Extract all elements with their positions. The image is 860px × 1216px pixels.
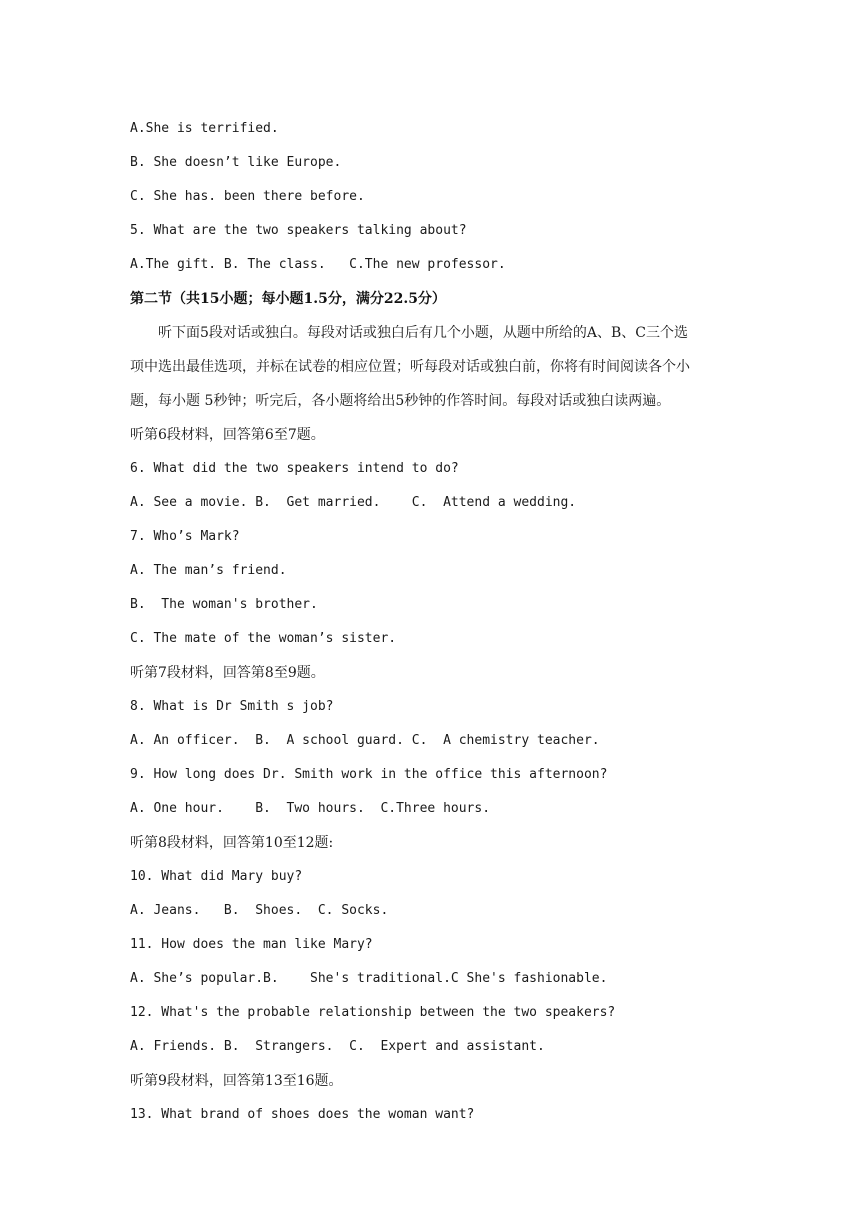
question: 7. Who’s Mark? [130, 529, 240, 544]
question: 8. What is Dr Smith s job? [130, 699, 334, 714]
question: 13. What brand of shoes does the woman want? [130, 1107, 475, 1122]
answer-options: A.The gift. B. The class. C.The new professor. [130, 257, 506, 272]
question: 11. How does the man like Mary? [130, 937, 373, 952]
answer-options: A. An officer. B. A school guard. C. A chemistry teacher. [130, 733, 600, 748]
question: 12. What's the probable relationship between the two speakers? [130, 1005, 616, 1020]
material-label: 听第9段材料，回答第13至16题。 [130, 1073, 343, 1089]
material-label: 听第6段材料，回答第6至7题。 [130, 427, 325, 443]
question: 5. What are the two speakers talking about? [130, 223, 467, 238]
answer-options: A. One hour. B. Two hours. C.Three hours. [130, 801, 491, 816]
answer-option: C. She has. been there before. [130, 189, 365, 204]
answer-option: A.She is terrified. [130, 121, 279, 136]
material-label: 听第8段材料，回答第10至12题: [130, 835, 334, 851]
section-heading: 第二节（共15小题；每小题1.5分，满分22.5分） [130, 291, 446, 307]
exam-content [130, 112, 740, 1132]
section-instructions: 项中选出最佳选项，并标在试卷的相应位置；听每段对话或独白前，你将有时间阅读各个小 [130, 359, 690, 375]
answer-options: A. She’s popular.B. She's traditional.C She's fashionable. [130, 971, 608, 986]
answer-option: B. She doesn’t like Europe. [130, 155, 342, 170]
answer-option: C. The mate of the woman’s sister. [130, 631, 397, 646]
section-instructions: 题，每小题 5秒钟；听完后，各小题将给出5秒钟的作答时间。每段对话或独白读两遍。 [130, 393, 671, 409]
answer-option: A. The man’s friend. [130, 563, 287, 578]
question: 9. How long does Dr. Smith work in the office this afternoon? [130, 767, 608, 782]
answer-options: A. See a movie. B. Get married. C. Attend a wedding. [130, 495, 577, 510]
question: 6. What did the two speakers intend to do? [130, 461, 459, 476]
answer-options: A. Jeans. B. Shoes. C. Socks. [130, 903, 389, 918]
material-label: 听第7段材料，回答第8至9题。 [130, 665, 325, 681]
section-instructions: 听下面5段对话或独白。每段对话或独白后有几个小题，从题中所给的A、B、C三个选 [158, 325, 689, 341]
question: 10. What did Mary buy? [130, 869, 303, 884]
answer-options: A. Friends. B. Strangers. C. Expert and assistant. [130, 1039, 545, 1054]
answer-option: B. The woman's brother. [130, 597, 318, 612]
